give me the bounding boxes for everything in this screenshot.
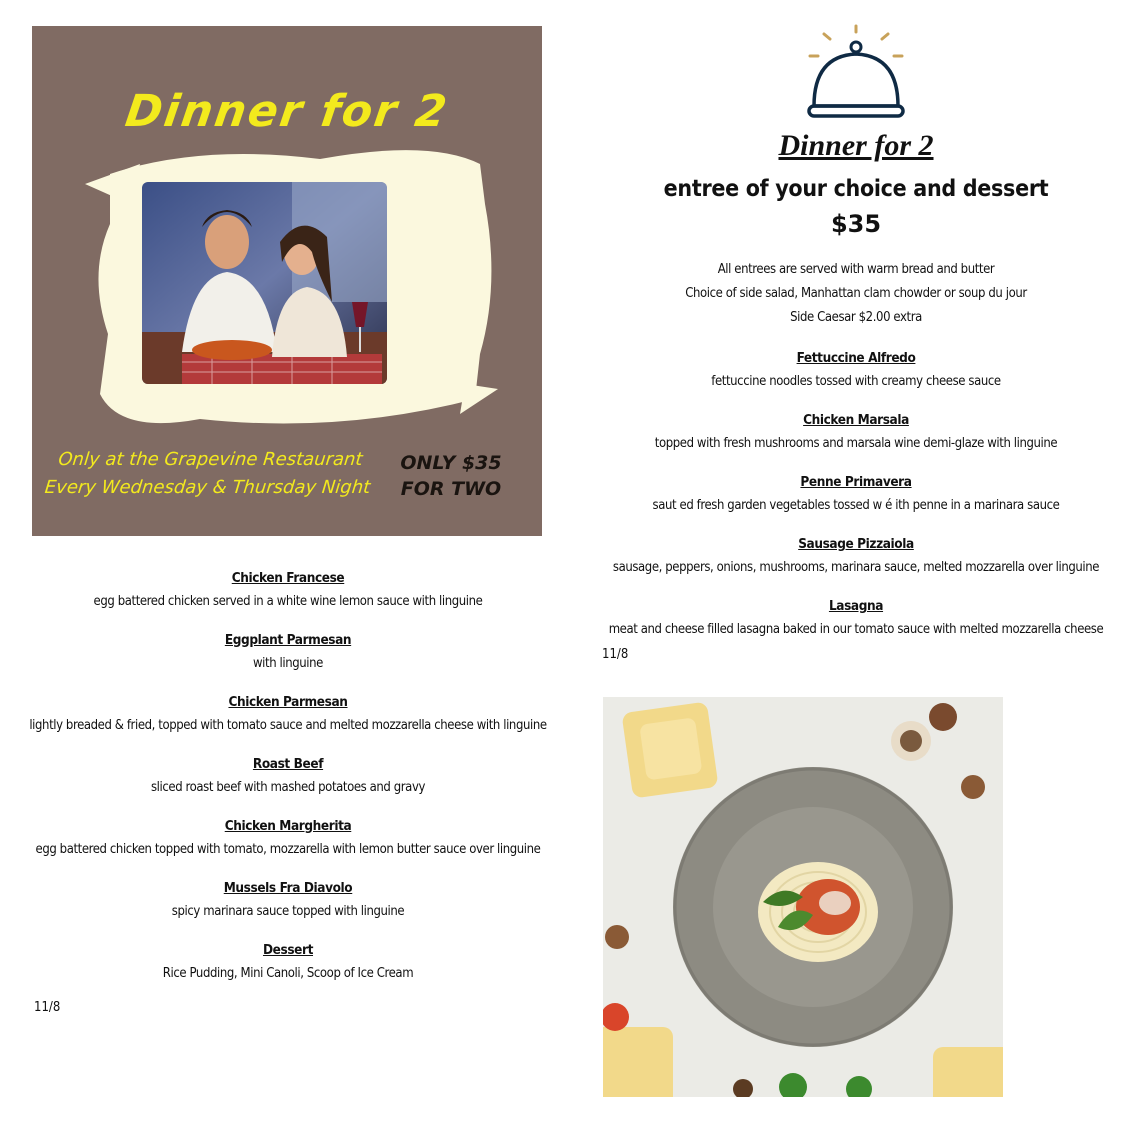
item-desc: lightly breaded & fried, topped with tomato sauce and melted mozzarella cheese with linguine bbox=[29, 718, 547, 733]
menu-item-sausage-pizzaiola bbox=[586, 534, 1126, 578]
menu-item-dessert bbox=[0, 940, 576, 984]
couple-photo bbox=[142, 182, 387, 384]
menu-item-chicken-marsala bbox=[586, 410, 1126, 454]
menu-item-chicken-parmesan bbox=[0, 692, 576, 736]
item-name: Sausage Pizzaiola bbox=[798, 536, 914, 552]
menu-intro bbox=[586, 258, 1126, 330]
left-menu-column bbox=[0, 568, 576, 984]
item-desc: egg battered chicken topped with tomato, mozzarella with lemon butter sauce over linguine bbox=[35, 842, 541, 857]
date-stamp-left: 11/8 bbox=[34, 1000, 61, 1015]
menu-item-penne-primavera bbox=[586, 472, 1126, 516]
menu-item-lasagna bbox=[586, 596, 1126, 640]
item-name: Chicken Francese bbox=[231, 570, 345, 586]
item-name: Penne Primavera bbox=[800, 474, 912, 490]
item-name: Lasagna bbox=[828, 598, 884, 614]
promo-poster bbox=[32, 26, 542, 536]
poster-tagline-line1: Only at the Grapevine Restaurant bbox=[57, 449, 364, 470]
item-desc: sliced roast beef with mashed potatoes and gravy bbox=[150, 780, 425, 795]
menu-title: Dinner for 2 bbox=[778, 129, 934, 162]
intro-line: Side Caesar $2.00 extra bbox=[790, 310, 922, 325]
menu-subtitle: entree of your choice and dessert bbox=[663, 176, 1049, 202]
item-name: Chicken Marsala bbox=[803, 412, 909, 428]
date-stamp-right: 11/8 bbox=[602, 647, 629, 662]
menu-item-mussels-fra-diavolo bbox=[0, 878, 576, 922]
item-name: Chicken Margherita bbox=[224, 818, 352, 834]
item-desc: sausage, peppers, onions, mushrooms, marinara sauce, melted mozzarella over linguine bbox=[612, 560, 1100, 575]
menu-item-roast-beef bbox=[0, 754, 576, 798]
menu-item-chicken-margherita bbox=[0, 816, 576, 860]
item-name: Chicken Parmesan bbox=[228, 694, 348, 710]
item-desc: spicy marinara sauce topped with linguine bbox=[171, 904, 405, 919]
menu-item-fettuccine-alfredo bbox=[586, 348, 1126, 392]
poster-price bbox=[388, 450, 514, 502]
menu-item-chicken-francese bbox=[0, 568, 576, 612]
cloche-icon bbox=[800, 20, 912, 126]
menu-price: $35 bbox=[830, 210, 882, 238]
item-desc: egg battered chicken served in a white wine lemon sauce with linguine bbox=[93, 594, 483, 609]
poster-tagline-line2: Every Wednesday & Thursday Night bbox=[43, 477, 372, 498]
item-name: Mussels Fra Diavolo bbox=[223, 880, 353, 896]
item-desc: saut ed fresh garden vegetables tossed w é ith penne in a marinara sauce bbox=[652, 498, 1060, 513]
intro-line: All entrees are served with warm bread and butter bbox=[717, 262, 995, 277]
poster-tagline bbox=[41, 446, 377, 502]
item-desc: topped with fresh mushrooms and marsala wine demi-glaze with linguine bbox=[654, 436, 1058, 451]
item-desc: meat and cheese filled lasagna baked in our tomato sauce with melted mozzarella cheese bbox=[608, 622, 1104, 637]
item-desc: with linguine bbox=[253, 656, 323, 671]
item-name: Eggplant Parmesan bbox=[224, 632, 352, 648]
intro-line: Choice of side salad, Manhattan clam chowder or soup du jour bbox=[685, 286, 1027, 301]
poster-title: Dinner for 2 bbox=[122, 86, 452, 137]
poster-price-line2: FOR TWO bbox=[400, 478, 502, 500]
pasta-plate-photo bbox=[603, 697, 1003, 1097]
item-name: Roast Beef bbox=[252, 756, 324, 772]
menu-item-eggplant-parmesan bbox=[0, 630, 576, 674]
poster-price-line1: ONLY $35 bbox=[400, 452, 502, 474]
right-menu-column bbox=[586, 128, 1126, 640]
item-desc: fettuccine noodles tossed with creamy cheese sauce bbox=[711, 374, 1001, 389]
item-name: Dessert bbox=[262, 942, 314, 958]
item-desc: Rice Pudding, Mini Canoli, Scoop of Ice Cream bbox=[162, 966, 414, 981]
item-name: Fettuccine Alfredo bbox=[796, 350, 916, 366]
